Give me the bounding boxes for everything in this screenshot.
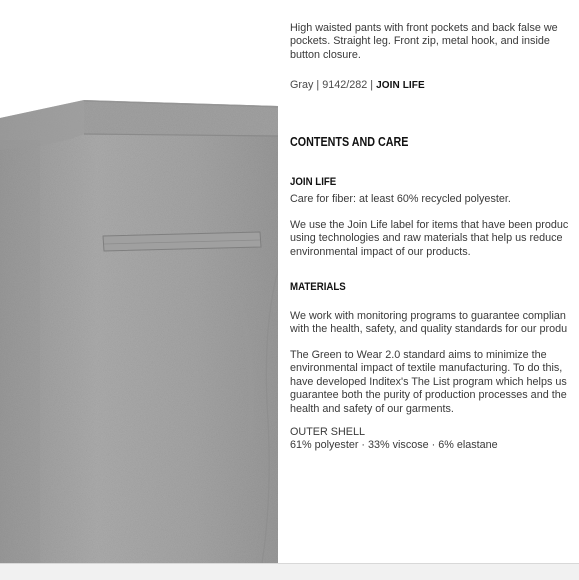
paragraph-line: have developed Inditex's The List program which helps us	[290, 375, 567, 388]
meta-separator: |	[370, 79, 374, 91]
materials-paragraph-2	[290, 349, 567, 416]
description-line: button closure.	[290, 48, 361, 61]
paragraph-line: We use the Join Life label for items that have been produc	[290, 219, 569, 231]
care-text: Care for fiber: at least 60% recycled polyester.	[290, 193, 511, 205]
product-reference: 9142/282	[322, 79, 368, 91]
paragraph-line: The Green to Wear 2.0 standard aims to minimize the	[290, 349, 547, 361]
materials-heading: MATERIALS	[290, 281, 346, 293]
paragraph-line: We work with monitoring programs to guarantee complian	[290, 310, 566, 322]
join-life-heading: JOIN LIFE	[290, 176, 337, 188]
description-line: High waisted pants with front pockets and back false we	[290, 22, 558, 34]
paragraph-line: guarantee both the purity of production processes and the	[290, 389, 567, 402]
paragraph-line: using technologies and raw materials that help us reduce	[290, 232, 563, 245]
composition-text: 61% polyester · 33% viscose · 6% elastane	[290, 439, 498, 452]
materials-paragraph-1	[290, 310, 567, 337]
product-image	[0, 0, 278, 563]
join-life-paragraph	[290, 219, 568, 259]
description-line: pockets. Straight leg. Front zip, metal hook, and inside	[290, 35, 550, 48]
care-line	[290, 193, 511, 206]
bottom-bar	[0, 563, 579, 580]
product-description	[290, 22, 579, 62]
outer-shell-label: OUTER SHELL	[290, 426, 365, 438]
join-life-badge[interactable]: JOIN LIFE	[376, 80, 425, 91]
paragraph-line: with the health, safety, and quality standards for our produ	[290, 323, 568, 336]
product-color: Gray	[290, 79, 314, 91]
contents-and-care-heading: CONTENTS AND CARE	[290, 135, 409, 149]
product-meta	[290, 79, 425, 91]
paragraph-line: environmental impact of our products.	[290, 245, 471, 258]
paragraph-line: environmental impact of textile manufacturing. To do this,	[290, 362, 563, 375]
meta-separator: |	[316, 79, 320, 91]
gray-pants-photo	[0, 0, 278, 563]
outer-shell-section	[290, 426, 498, 453]
paragraph-line: health and safety of our garments.	[290, 402, 454, 415]
